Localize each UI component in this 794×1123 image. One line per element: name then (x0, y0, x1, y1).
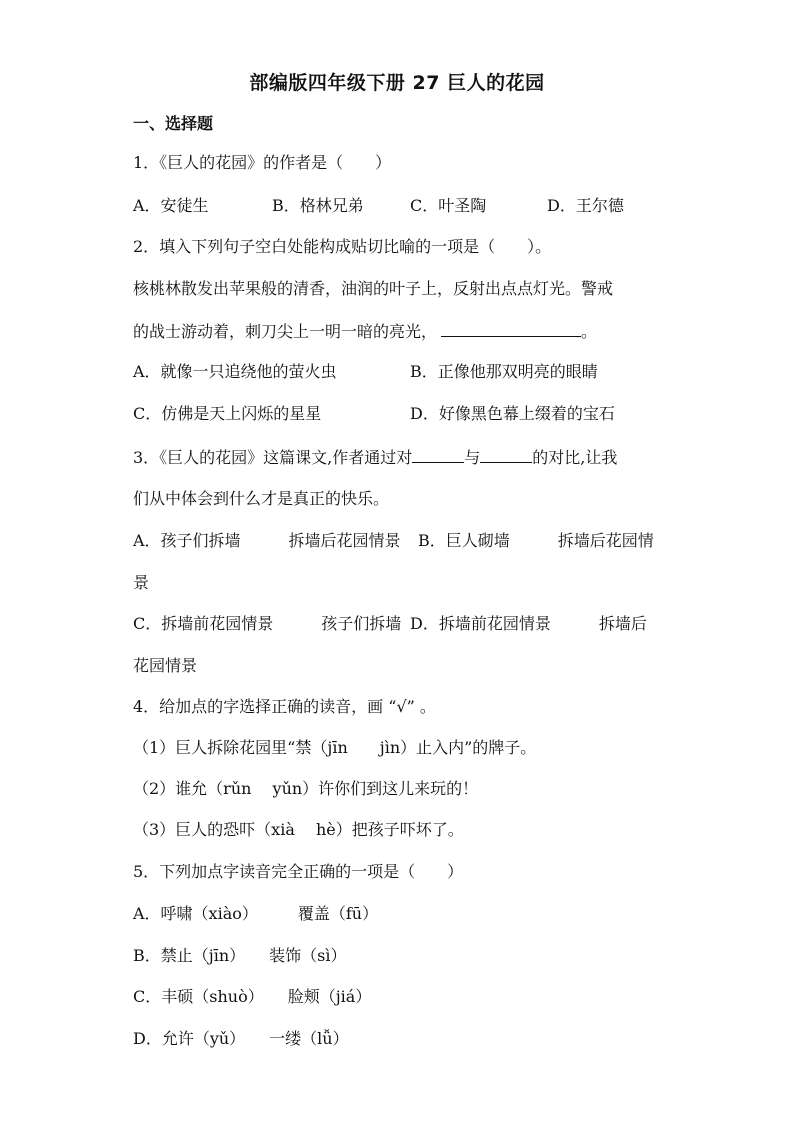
q3-option-d: D．拆墙前花园情景 拆墙后 (410, 614, 647, 633)
q3-blank-1 (412, 446, 464, 463)
question-3-stem (133, 446, 617, 469)
page-title: 部编版四年级下册 27 巨人的花园 (249, 72, 545, 94)
q3-option-a: A．孩子们拆墙 拆墙后花园情景 (133, 531, 401, 550)
q2-option-d: D．好像黑色幕上缀着的宝石 (410, 404, 615, 423)
q2-option-a: A．就像一只追绕他的萤火虫 (133, 362, 337, 381)
question-2-stem: 2．填入下列句子空白处能构成贴切比喻的一项是（ ）。 (133, 237, 552, 256)
q2-passage-text: 的战士游动着，刺刀尖上一明一暗的亮光， (133, 322, 438, 341)
q1-option-d: D．王尔德 (547, 196, 624, 215)
question-4-item-3: （3）巨人的恐吓（xià hè）把孩子吓坏了。 (133, 820, 464, 839)
q5-option-d: D．允许（yǔ） 一缕（lǚ） (133, 1029, 349, 1048)
question-2-passage-line-1: 核桃林散发出苹果般的清香，油润的叶子上，反射出点点灯光。警戒 (133, 279, 614, 298)
question-4-item-1: （1）巨人拆除花园里“禁（jīn jìn）止入内”的牌子。 (133, 738, 537, 757)
question-4-stem: 4．给加点的字选择正确的读音，画 “√” 。 (133, 697, 436, 716)
q3-stem-part-1: 3．《巨人的花园》这篇课文,作者通过对 (133, 448, 413, 467)
q2-passage-end: 。 (581, 322, 598, 341)
q3-stem-part-3: 的对比,让我 (532, 448, 618, 467)
q5-option-a: A．呼啸（xiào） 覆盖（fū） (133, 904, 379, 923)
q1-option-a: A．安徒生 (133, 196, 209, 215)
question-2-passage-line-2 (133, 320, 597, 343)
section-heading: 一、选择题 (133, 114, 214, 133)
q2-option-c: C．仿佛是天上闪烁的星星 (133, 404, 322, 423)
q3-option-d-wrap: 花园情景 (133, 656, 198, 675)
q2-option-b: B．正像他那双明亮的眼睛 (410, 362, 598, 381)
q3-stem-part-2: 与 (464, 448, 481, 467)
q3-option-c: C．拆墙前花园情景 孩子们拆墙 (133, 614, 402, 633)
q3-option-b: B．巨人砌墙 拆墙后花园情 (418, 531, 654, 550)
question-4-item-2: （2）谁允（rǔn yǔn）许你们到这儿来玩的！ (133, 779, 479, 798)
q5-option-b: B．禁止（jīn） 装饰（sì） (133, 946, 347, 965)
question-1-stem: 1．《巨人的花园》的作者是（ ） (133, 153, 392, 172)
q3-blank-2 (480, 446, 532, 463)
q2-blank (441, 320, 581, 337)
q1-option-c: C．叶圣陶 (410, 196, 487, 215)
q1-option-b: B．格林兄弟 (272, 196, 364, 215)
q5-option-c: C．丰硕（shuò） 脸颊（jiá） (133, 987, 372, 1006)
question-3-stem-line-2: 们从中体会到什么才是真正的快乐。 (133, 489, 390, 508)
question-5-stem: 5．下列加点字读音完全正确的一项是（ ） (133, 862, 464, 881)
q3-option-b-wrap: 景 (133, 573, 150, 592)
